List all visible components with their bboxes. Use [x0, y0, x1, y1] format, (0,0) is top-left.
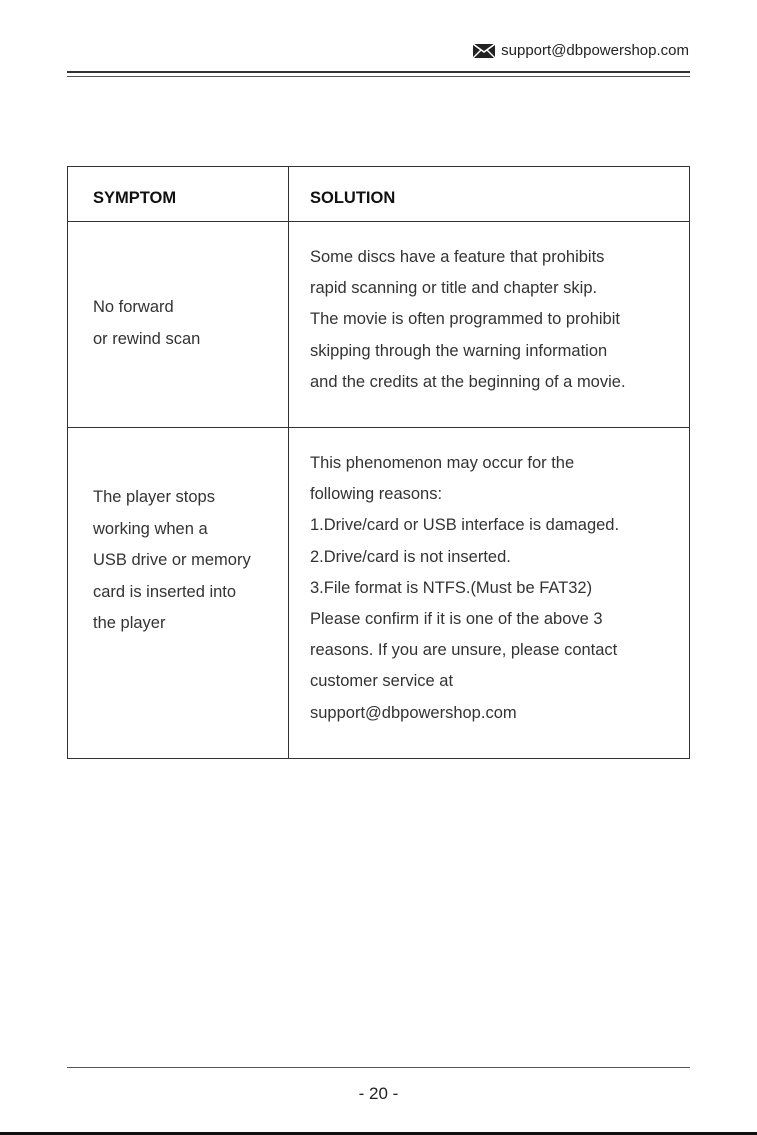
solution-line: and the credits at the beginning of a movie. [310, 372, 626, 391]
solution-header [289, 167, 690, 222]
symptom-header-label: SYMPTOM [93, 189, 177, 207]
symptom-cell [68, 222, 289, 428]
symptom-line: or rewind scan [93, 329, 201, 348]
symptom-text [68, 428, 288, 640]
symptom-line: card is inserted into [93, 582, 237, 601]
symptom-line: No forward [93, 298, 174, 316]
troubleshooting-table [67, 166, 690, 759]
table-header-row [68, 167, 690, 222]
footer-rule [67, 1067, 690, 1068]
solution-line: The movie is often programmed to prohibit [310, 310, 620, 329]
solution-text [289, 428, 689, 729]
solution-line: 2.Drive/card is not inserted. [310, 547, 511, 566]
symptom-cell [68, 428, 289, 759]
symptom-line: The player stops [93, 488, 215, 506]
symptom-line: working when a [93, 519, 208, 538]
table-row [68, 428, 690, 759]
solution-line: skipping through the warning information [310, 341, 608, 360]
header-rule-thin [67, 76, 690, 77]
solution-line: reasons. If you are unsure, please contact [310, 641, 618, 660]
mail-icon [473, 44, 495, 58]
solution-line: rapid scanning or title and chapter skip. [310, 279, 598, 298]
symptom-text [68, 222, 288, 355]
solution-line: 3.File format is NTFS.(Must be FAT32) [310, 578, 593, 597]
solution-line: customer service at [310, 672, 454, 691]
solution-cell [289, 428, 690, 759]
support-email-link[interactable]: support@dbpowershop.com [501, 42, 689, 59]
solution-header-label: SOLUTION [310, 189, 396, 207]
solution-cell [289, 222, 690, 428]
solution-line: Some discs have a feature that prohibits [310, 248, 605, 266]
header-contact [473, 42, 689, 59]
solution-text [289, 222, 689, 398]
symptom-header [68, 167, 289, 222]
solution-line: 1.Drive/card or USB interface is damaged. [310, 516, 620, 535]
solution-line: Please confirm if it is one of the above 3 [310, 610, 603, 629]
table-row [68, 222, 690, 428]
page-number: - 20 - [358, 1084, 399, 1103]
solution-line: following reasons: [310, 485, 443, 504]
symptom-line: USB drive or memory [93, 551, 251, 569]
solution-line: This phenomenon may occur for the [310, 454, 575, 472]
symptom-line: the player [93, 614, 166, 632]
support-email-inline[interactable]: support@dbpowershop.com [310, 703, 517, 722]
header-rule-thick [67, 71, 690, 73]
